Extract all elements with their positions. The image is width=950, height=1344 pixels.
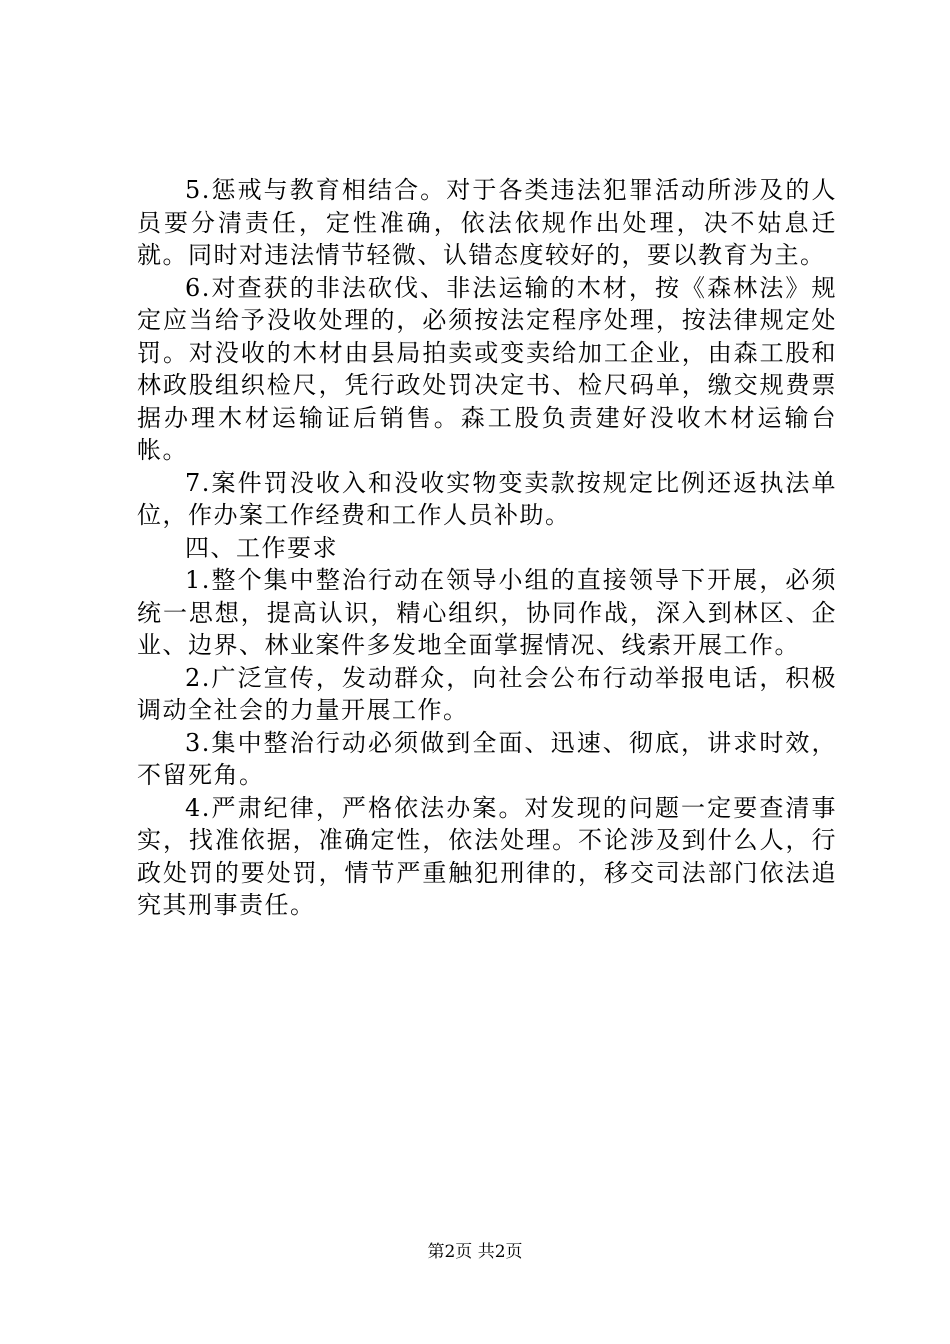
requirement-item-1: 1.整个集中整治行动在领导小组的直接领导下开展，必须统一思想，提高认识，精心组织，协同作战，深入到林区、企业、边界、林业案件多发地全面掌握情况、线索开展工作。	[137, 566, 837, 659]
document-body	[137, 174, 837, 922]
paragraph-item-6: 6.对查获的非法砍伐、非法运输的木材，按《森林法》规定应当给予没收处理的，必须按法定程序处理，按法律规定处罚。对没收的木材由县局拍卖或变卖给加工企业，由森工股和林政股组织检尺，凭行政处罚决定书、检尺码单，缴交规费票据办理木材运输证后销售。森工股负责建好没收木材运输台帐。	[137, 273, 837, 464]
requirement-item-4: 4.严肃纪律，严格依法办案。对发现的问题一定要查清事实，找准依据，准确定性，依法处理。不论涉及到什么人，行政处罚的要处罚，情节严重触犯刑律的，移交司法部门依法追究其刑事责任。	[137, 793, 837, 919]
requirement-item-3: 3.集中整治行动必须做到全面、迅速、彻底，讲求时效，不留死角。	[137, 728, 837, 789]
page-footer: 第2页 共2页	[427, 1242, 523, 1262]
paragraph-item-7: 7.案件罚没收入和没收实物变卖款按规定比例还返执法单位，作办案工作经费和工作人员补助。	[137, 468, 837, 529]
requirement-item-2: 2.广泛宣传，发动群众，向社会公布行动举报电话，积极调动全社会的力量开展工作。	[137, 663, 837, 724]
paragraph-item-5: 5.惩戒与教育相结合。对于各类违法犯罪活动所涉及的人员要分清责任，定性准确，依法依规作出处理，决不姑息迁就。同时对违法情节轻微、认错态度较好的，要以教育为主。	[137, 176, 837, 269]
section-heading: 四、工作要求	[185, 533, 338, 562]
